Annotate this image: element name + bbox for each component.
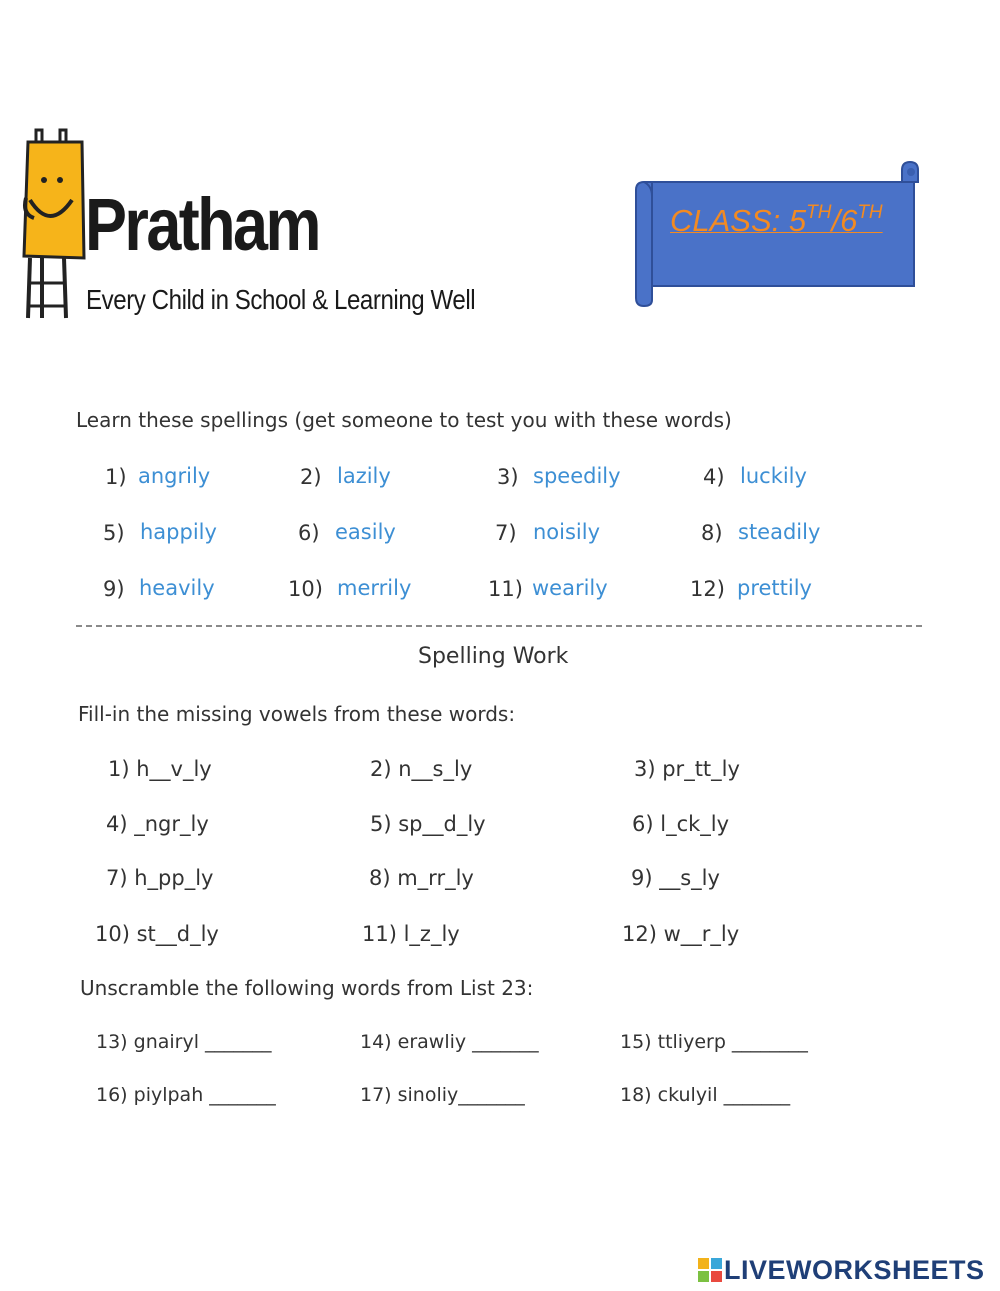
learn-item-word: speedily bbox=[533, 464, 621, 488]
learn-item-number: 9) bbox=[103, 577, 125, 601]
learn-item-number: 11) bbox=[488, 577, 523, 601]
spelling-work-title: Spelling Work bbox=[418, 644, 569, 669]
unscramble-exercise: 16) piylpah _______ bbox=[96, 1084, 276, 1106]
learn-item-word: happily bbox=[140, 520, 217, 544]
learn-item-word: luckily bbox=[740, 464, 807, 488]
unscramble-exercise: 17) sinoliy_______ bbox=[360, 1084, 525, 1106]
learn-item-word: steadily bbox=[738, 520, 821, 544]
logo-name: Pratham bbox=[85, 183, 319, 266]
fill-exercise: 5) sp__d_ly bbox=[370, 812, 486, 836]
class-superscript-1: TH bbox=[806, 201, 832, 223]
learn-item-word: noisily bbox=[533, 520, 601, 544]
fill-exercise: 12) w__r_ly bbox=[622, 922, 740, 946]
class-text-mid: /6 bbox=[831, 203, 858, 238]
class-superscript-2: TH bbox=[857, 201, 883, 223]
fill-instruction: Fill-in the missing vowels from these words: bbox=[78, 702, 516, 726]
fill-exercise: 8) m_rr_ly bbox=[369, 866, 474, 890]
dashed-divider bbox=[76, 625, 922, 627]
fill-exercise: 9) __s_ly bbox=[631, 866, 720, 890]
class-text-prefix: CLASS: 5 bbox=[670, 203, 807, 238]
fill-exercise: 10) st__d_ly bbox=[95, 922, 219, 946]
learn-item-word: angrily bbox=[138, 464, 211, 488]
pratham-mascot-logo bbox=[20, 128, 92, 324]
learn-item-word: lazily bbox=[337, 464, 391, 488]
fill-exercise: 11) l_z_ly bbox=[362, 922, 460, 946]
learn-item-word: easily bbox=[335, 520, 396, 544]
unscramble-exercise: 15) ttliyerp ________ bbox=[620, 1031, 808, 1053]
fill-exercise: 3) pr_tt_ly bbox=[634, 757, 740, 781]
fill-exercise: 2) n__s_ly bbox=[370, 757, 473, 781]
learn-item-number: 1) bbox=[105, 465, 127, 489]
learn-item-number: 3) bbox=[497, 465, 519, 489]
learn-item-word: wearily bbox=[532, 576, 608, 600]
learn-item-number: 12) bbox=[690, 577, 725, 601]
learn-item-word: merrily bbox=[337, 576, 412, 600]
learn-item-number: 10) bbox=[288, 577, 323, 601]
learn-item-number: 4) bbox=[703, 465, 725, 489]
learn-item-number: 8) bbox=[701, 521, 723, 545]
liveworksheets-logo-icon bbox=[698, 1258, 722, 1284]
class-label bbox=[670, 203, 883, 239]
learn-item-word: heavily bbox=[139, 576, 215, 600]
liveworksheets-brand: LIVEWORKSHEETS bbox=[724, 1255, 985, 1285]
unscramble-exercise: 14) erawliy _______ bbox=[360, 1031, 539, 1053]
learn-item-number: 5) bbox=[103, 521, 125, 545]
unscramble-exercise: 18) ckulyil _______ bbox=[620, 1084, 791, 1106]
learn-instruction: Learn these spellings (get someone to test you with these words) bbox=[76, 408, 732, 432]
learn-item-number: 7) bbox=[495, 521, 517, 545]
learn-item-number: 6) bbox=[298, 521, 320, 545]
fill-exercise: 4) _ngr_ly bbox=[106, 812, 209, 836]
logo-tagline: Every Child in School & Learning Well bbox=[86, 284, 476, 315]
learn-item-number: 2) bbox=[300, 465, 322, 489]
learn-item-word: prettily bbox=[737, 576, 812, 600]
unscramble-exercise: 13) gnairyl _______ bbox=[96, 1031, 272, 1053]
fill-exercise: 1) h__v_ly bbox=[108, 757, 212, 781]
fill-exercise: 6) l_ck_ly bbox=[632, 812, 730, 836]
fill-exercise: 7) h_pp_ly bbox=[106, 866, 214, 890]
unscramble-instruction: Unscramble the following words from List 23: bbox=[80, 976, 534, 1000]
